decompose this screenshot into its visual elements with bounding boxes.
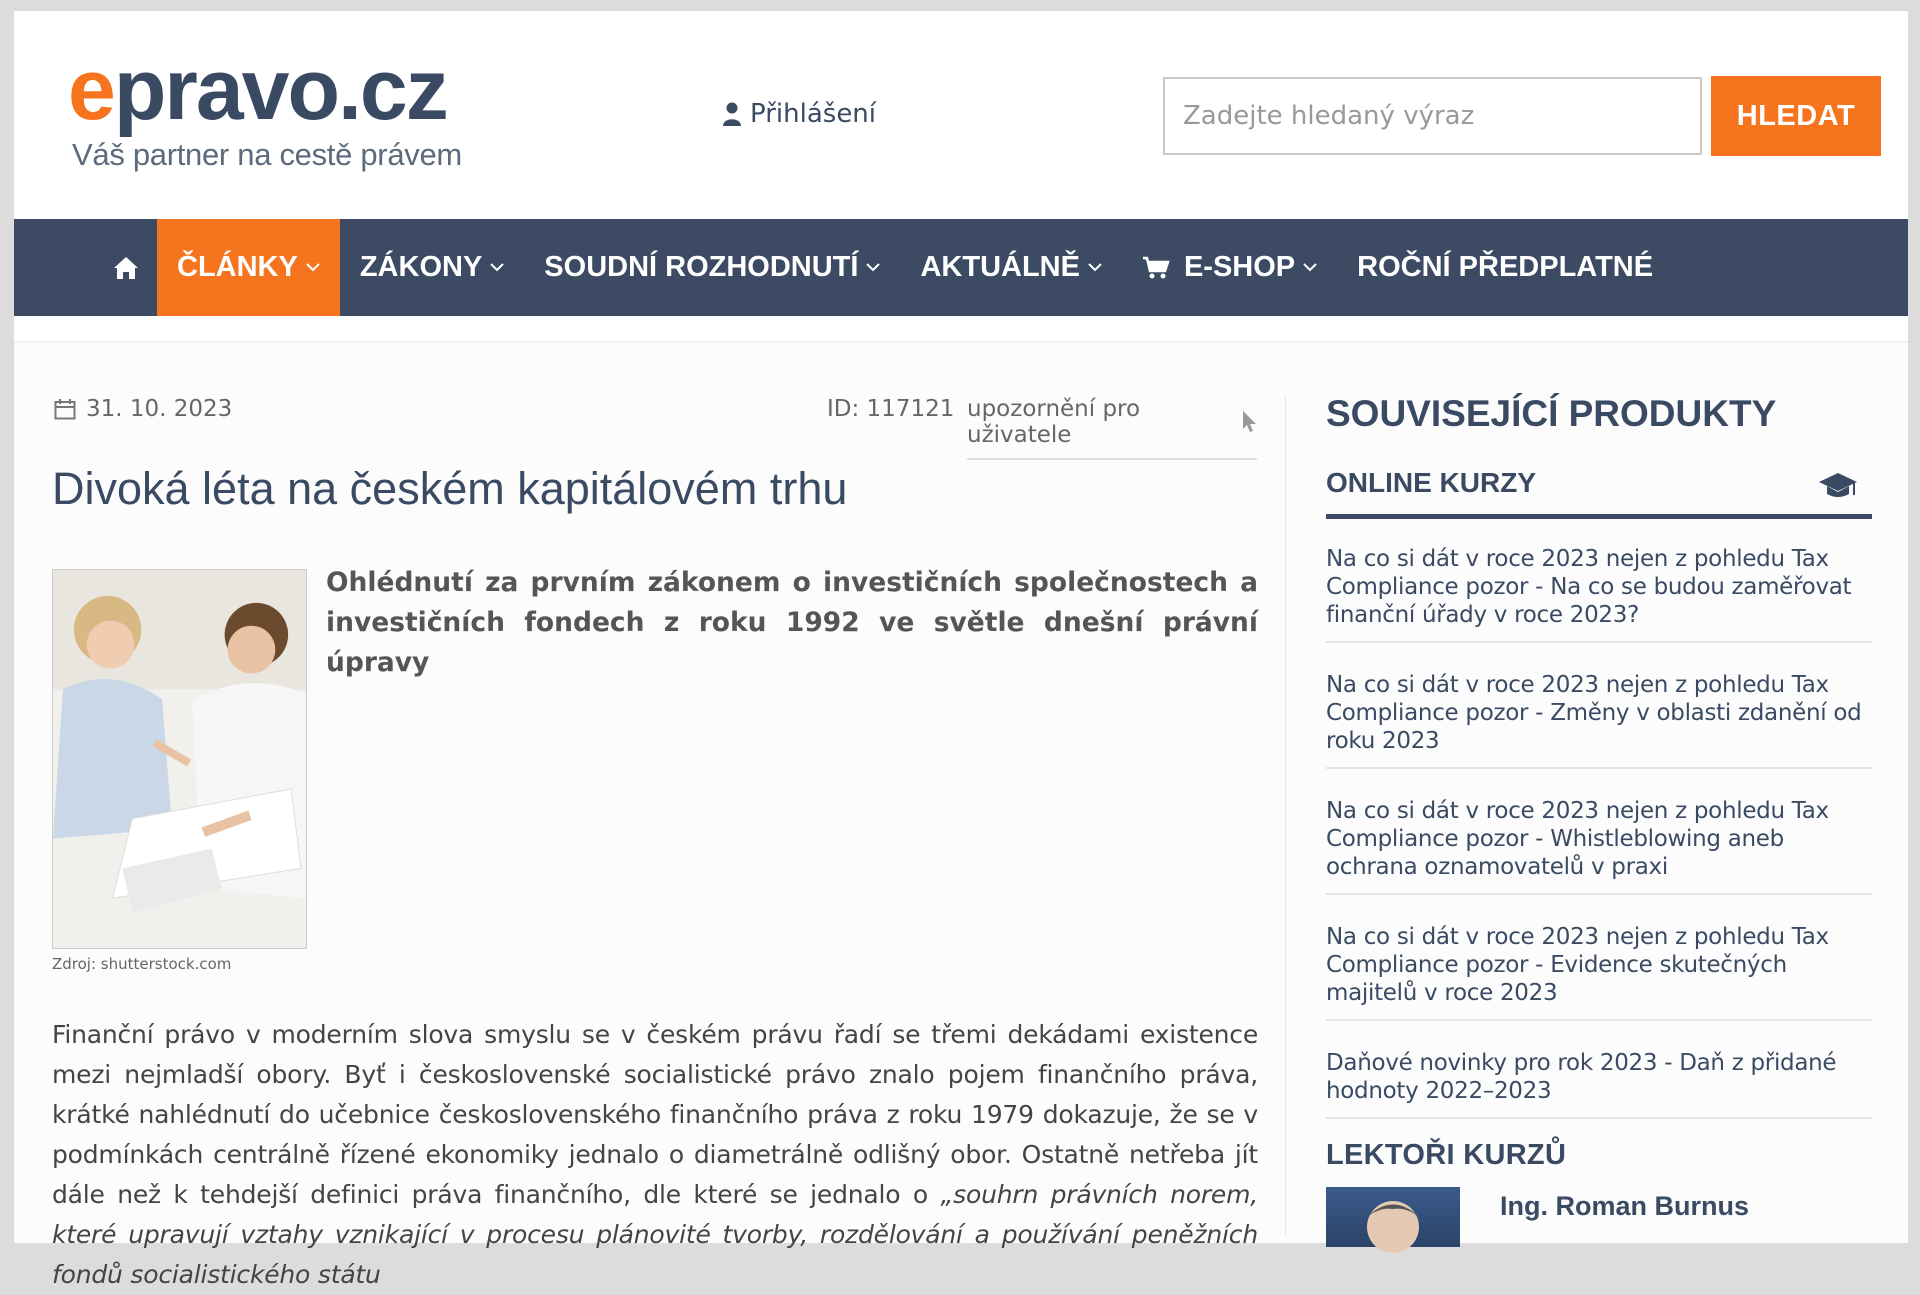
course-link[interactable]: Na co si dát v roce 2023 nejen z pohledu Tax Compliance pozor - Na co se budou zaměřovat finanční úřady v roce 2023? <box>1326 535 1872 643</box>
article-date <box>54 396 232 422</box>
image-source: Zdroj: shutterstock.com <box>52 955 232 973</box>
home-icon <box>113 256 139 280</box>
column-divider <box>1285 395 1286 1235</box>
logo-text: pravo.cz <box>113 42 447 138</box>
nav-item-label: AKTUÁLNĚ <box>920 251 1080 283</box>
article-perex: Ohlédnutí za prvním zákonem o investičních společnostech a investičních fondech z roku 1992 ve světle dnešní právní úpravy <box>326 567 1258 678</box>
online-courses-header <box>1326 467 1872 519</box>
course-link[interactable]: Daňové novinky pro rok 2023 - Daň z přidané hodnoty 2022–2023 <box>1326 1021 1872 1119</box>
chevron-down-icon <box>306 263 320 272</box>
nav-item-label: ROČNÍ PŘEDPLATNÉ <box>1357 251 1654 283</box>
nav-item-label: ZÁKONY <box>359 251 483 283</box>
search-button[interactable]: HLEDAT <box>1711 76 1881 156</box>
chevron-down-icon <box>866 263 880 272</box>
course-list <box>1326 535 1872 1119</box>
nav-item-eshop[interactable] <box>1122 219 1337 316</box>
user-icon <box>722 102 742 126</box>
nav-item-label: E-SHOP <box>1183 251 1296 283</box>
article-body-text: Finanční právo v moderním slova smyslu se v českém právu řadí se třemi dekádami existence mezi nejmladší obory. Byť i československé socialistické právo znalo pojem finančního práva, krátké nahlédnutí do učebnice československého finančního práva z roku 1979 dokazuje, že se v podmínkách centrálně řízené ekonomiky jednalo o diametrálně odlišný obor. Ostatně netřeba jít dále než k tehdejší definici práva finančního, dle které se jednalo o <box>52 1020 1258 1209</box>
site-logo[interactable] <box>68 42 462 173</box>
nav-item-label: ČLÁNKY <box>177 251 298 283</box>
pointer-icon <box>1241 410 1257 434</box>
nav-item-aktualne[interactable] <box>900 219 1122 316</box>
article-id: ID: 117121 <box>827 396 955 422</box>
logo-tagline: Váš partner na cestě právem <box>72 137 462 172</box>
nav-item-zakony[interactable] <box>340 219 524 316</box>
cart-icon <box>1142 256 1170 280</box>
logo-e: e <box>68 42 114 138</box>
lecturer-name[interactable]: Ing. Roman Burnus <box>1500 1191 1749 1221</box>
nav-item-clanky[interactable] <box>157 219 340 316</box>
lecturer-avatar[interactable] <box>1326 1187 1460 1247</box>
article-title: Divoká léta na českém kapitálovém trhu <box>52 463 848 514</box>
user-notice-label: upozornění pro uživatele <box>967 396 1141 448</box>
calendar-icon <box>54 398 76 420</box>
article-body-quote: „souhrn právních norem, které upravují vztahy vznikající v procesu plánovité tvorby, rozdělování a používání peněžních fondů socialistického státu <box>52 1180 1258 1289</box>
lecturers-title: LEKTOŘI KURZŮ <box>1326 1139 1567 1171</box>
article-image <box>52 569 307 949</box>
chevron-down-icon <box>1088 263 1102 272</box>
sidebar-title: SOUVISEJÍCÍ PRODUKTY <box>1326 393 1777 434</box>
course-link[interactable]: Na co si dát v roce 2023 nejen z pohledu Tax Compliance pozor - Evidence skutečných majitelů v roce 2023 <box>1326 895 1872 1021</box>
login-link[interactable] <box>722 99 876 129</box>
main-navigation <box>14 219 1908 316</box>
search-placeholder: Zadejte hledaný výraz <box>1183 101 1475 131</box>
login-label: Přihlášení <box>750 99 877 129</box>
site-header <box>14 11 1908 219</box>
nav-home[interactable] <box>14 219 157 316</box>
course-link[interactable]: Na co si dát v roce 2023 nejen z pohledu Tax Compliance pozor - Whistleblowing aneb ochrana oznamovatelů v praxi <box>1326 769 1872 895</box>
nav-item-label: SOUDNÍ ROZHODNUTÍ <box>544 251 859 283</box>
search-input[interactable] <box>1163 77 1702 155</box>
article-date-value: 31. 10. 2023 <box>86 396 233 422</box>
chevron-down-icon <box>1303 263 1317 272</box>
nav-item-soudni-rozhodnuti[interactable] <box>524 219 900 316</box>
user-notice-link[interactable] <box>967 396 1257 460</box>
browser-viewport <box>14 11 1908 1289</box>
course-link[interactable]: Na co si dát v roce 2023 nejen z pohledu Tax Compliance pozor - Změny v oblasti zdanění od roku 2023 <box>1326 643 1872 769</box>
article-body <box>52 1015 1258 1295</box>
chevron-down-icon <box>490 263 504 272</box>
online-courses-label: ONLINE KURZY <box>1326 467 1536 498</box>
nav-item-rocni-predplatne[interactable] <box>1337 219 1673 316</box>
graduation-cap-icon <box>1818 471 1858 501</box>
